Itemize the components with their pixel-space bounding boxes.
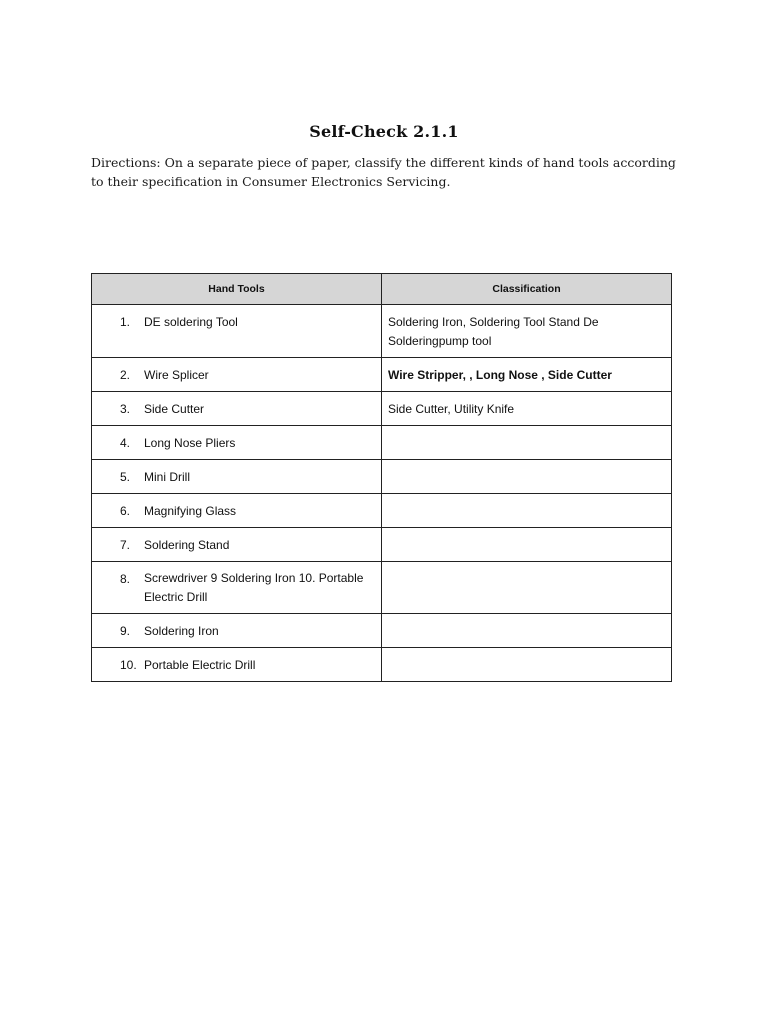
- table-row: [92, 358, 672, 392]
- tool-name: Wire Splicer: [144, 368, 209, 382]
- classification-cell: [382, 562, 672, 614]
- tool-cell: [92, 614, 382, 648]
- table-row: [92, 460, 672, 494]
- row-number: 2.: [120, 368, 131, 382]
- tool-name: DE soldering Tool: [144, 315, 238, 329]
- row-number: 10.: [120, 658, 137, 672]
- tool-name: Soldering Iron: [144, 624, 219, 638]
- tool-cell: [92, 494, 382, 528]
- classification-text: Wire Stripper, , Long Nose , Side Cutter: [388, 368, 612, 382]
- table-row: [92, 648, 672, 682]
- tool-cell: [92, 528, 382, 562]
- row-number: 8.: [120, 572, 131, 586]
- tool-cell: [92, 358, 382, 392]
- tool-cell: [92, 426, 382, 460]
- tool-name: Mini Drill: [144, 470, 190, 484]
- classification-cell: [382, 358, 672, 392]
- classification-cell: [382, 648, 672, 682]
- row-number: 5.: [120, 470, 131, 484]
- row-number: 7.: [120, 538, 131, 552]
- table-row: [92, 494, 672, 528]
- classification-cell: [382, 426, 672, 460]
- tool-cell: [92, 648, 382, 682]
- tool-cell: [92, 392, 382, 426]
- row-number: 1.: [120, 315, 131, 329]
- header-hand-tools: Hand Tools: [92, 274, 382, 305]
- table-header-row: [92, 274, 672, 305]
- hand-tools-table: [91, 273, 672, 682]
- tool-name: Side Cutter: [144, 402, 205, 416]
- page-title: Self-Check 2.1.1: [309, 122, 459, 141]
- tool-name: Screwdriver 9 Soldering Iron 10. Portable Electric Drill: [144, 571, 364, 604]
- table-row: [92, 392, 672, 426]
- classification-cell: [382, 614, 672, 648]
- table-row: [92, 562, 672, 614]
- tool-cell: [92, 460, 382, 494]
- row-number: 6.: [120, 504, 131, 518]
- tool-cell: [92, 305, 382, 358]
- row-number: 4.: [120, 436, 131, 450]
- tool-cell: [92, 562, 382, 614]
- classification-cell: Side Cutter, Utility Knife: [382, 392, 672, 426]
- tool-name: Long Nose Pliers: [144, 436, 236, 450]
- classification-cell: [382, 528, 672, 562]
- table-row: [92, 305, 672, 358]
- header-classification: Classification: [382, 274, 672, 305]
- row-number: 3.: [120, 402, 131, 416]
- table-row: [92, 614, 672, 648]
- table-row: [92, 426, 672, 460]
- table-row: [92, 528, 672, 562]
- classification-cell: Soldering Iron, Soldering Tool Stand De Solderingpump tool: [382, 305, 672, 358]
- tool-name: Soldering Stand: [144, 538, 230, 552]
- tool-name: Portable Electric Drill: [144, 658, 256, 672]
- directions-text: Directions: On a separate piece of paper, classify the different kinds of hand tools according to their specification in Consumer Electronics Servicing.: [91, 155, 676, 189]
- classification-cell: [382, 494, 672, 528]
- classification-cell: [382, 460, 672, 494]
- tool-name: Magnifying Glass: [144, 504, 237, 518]
- row-number: 9.: [120, 624, 131, 638]
